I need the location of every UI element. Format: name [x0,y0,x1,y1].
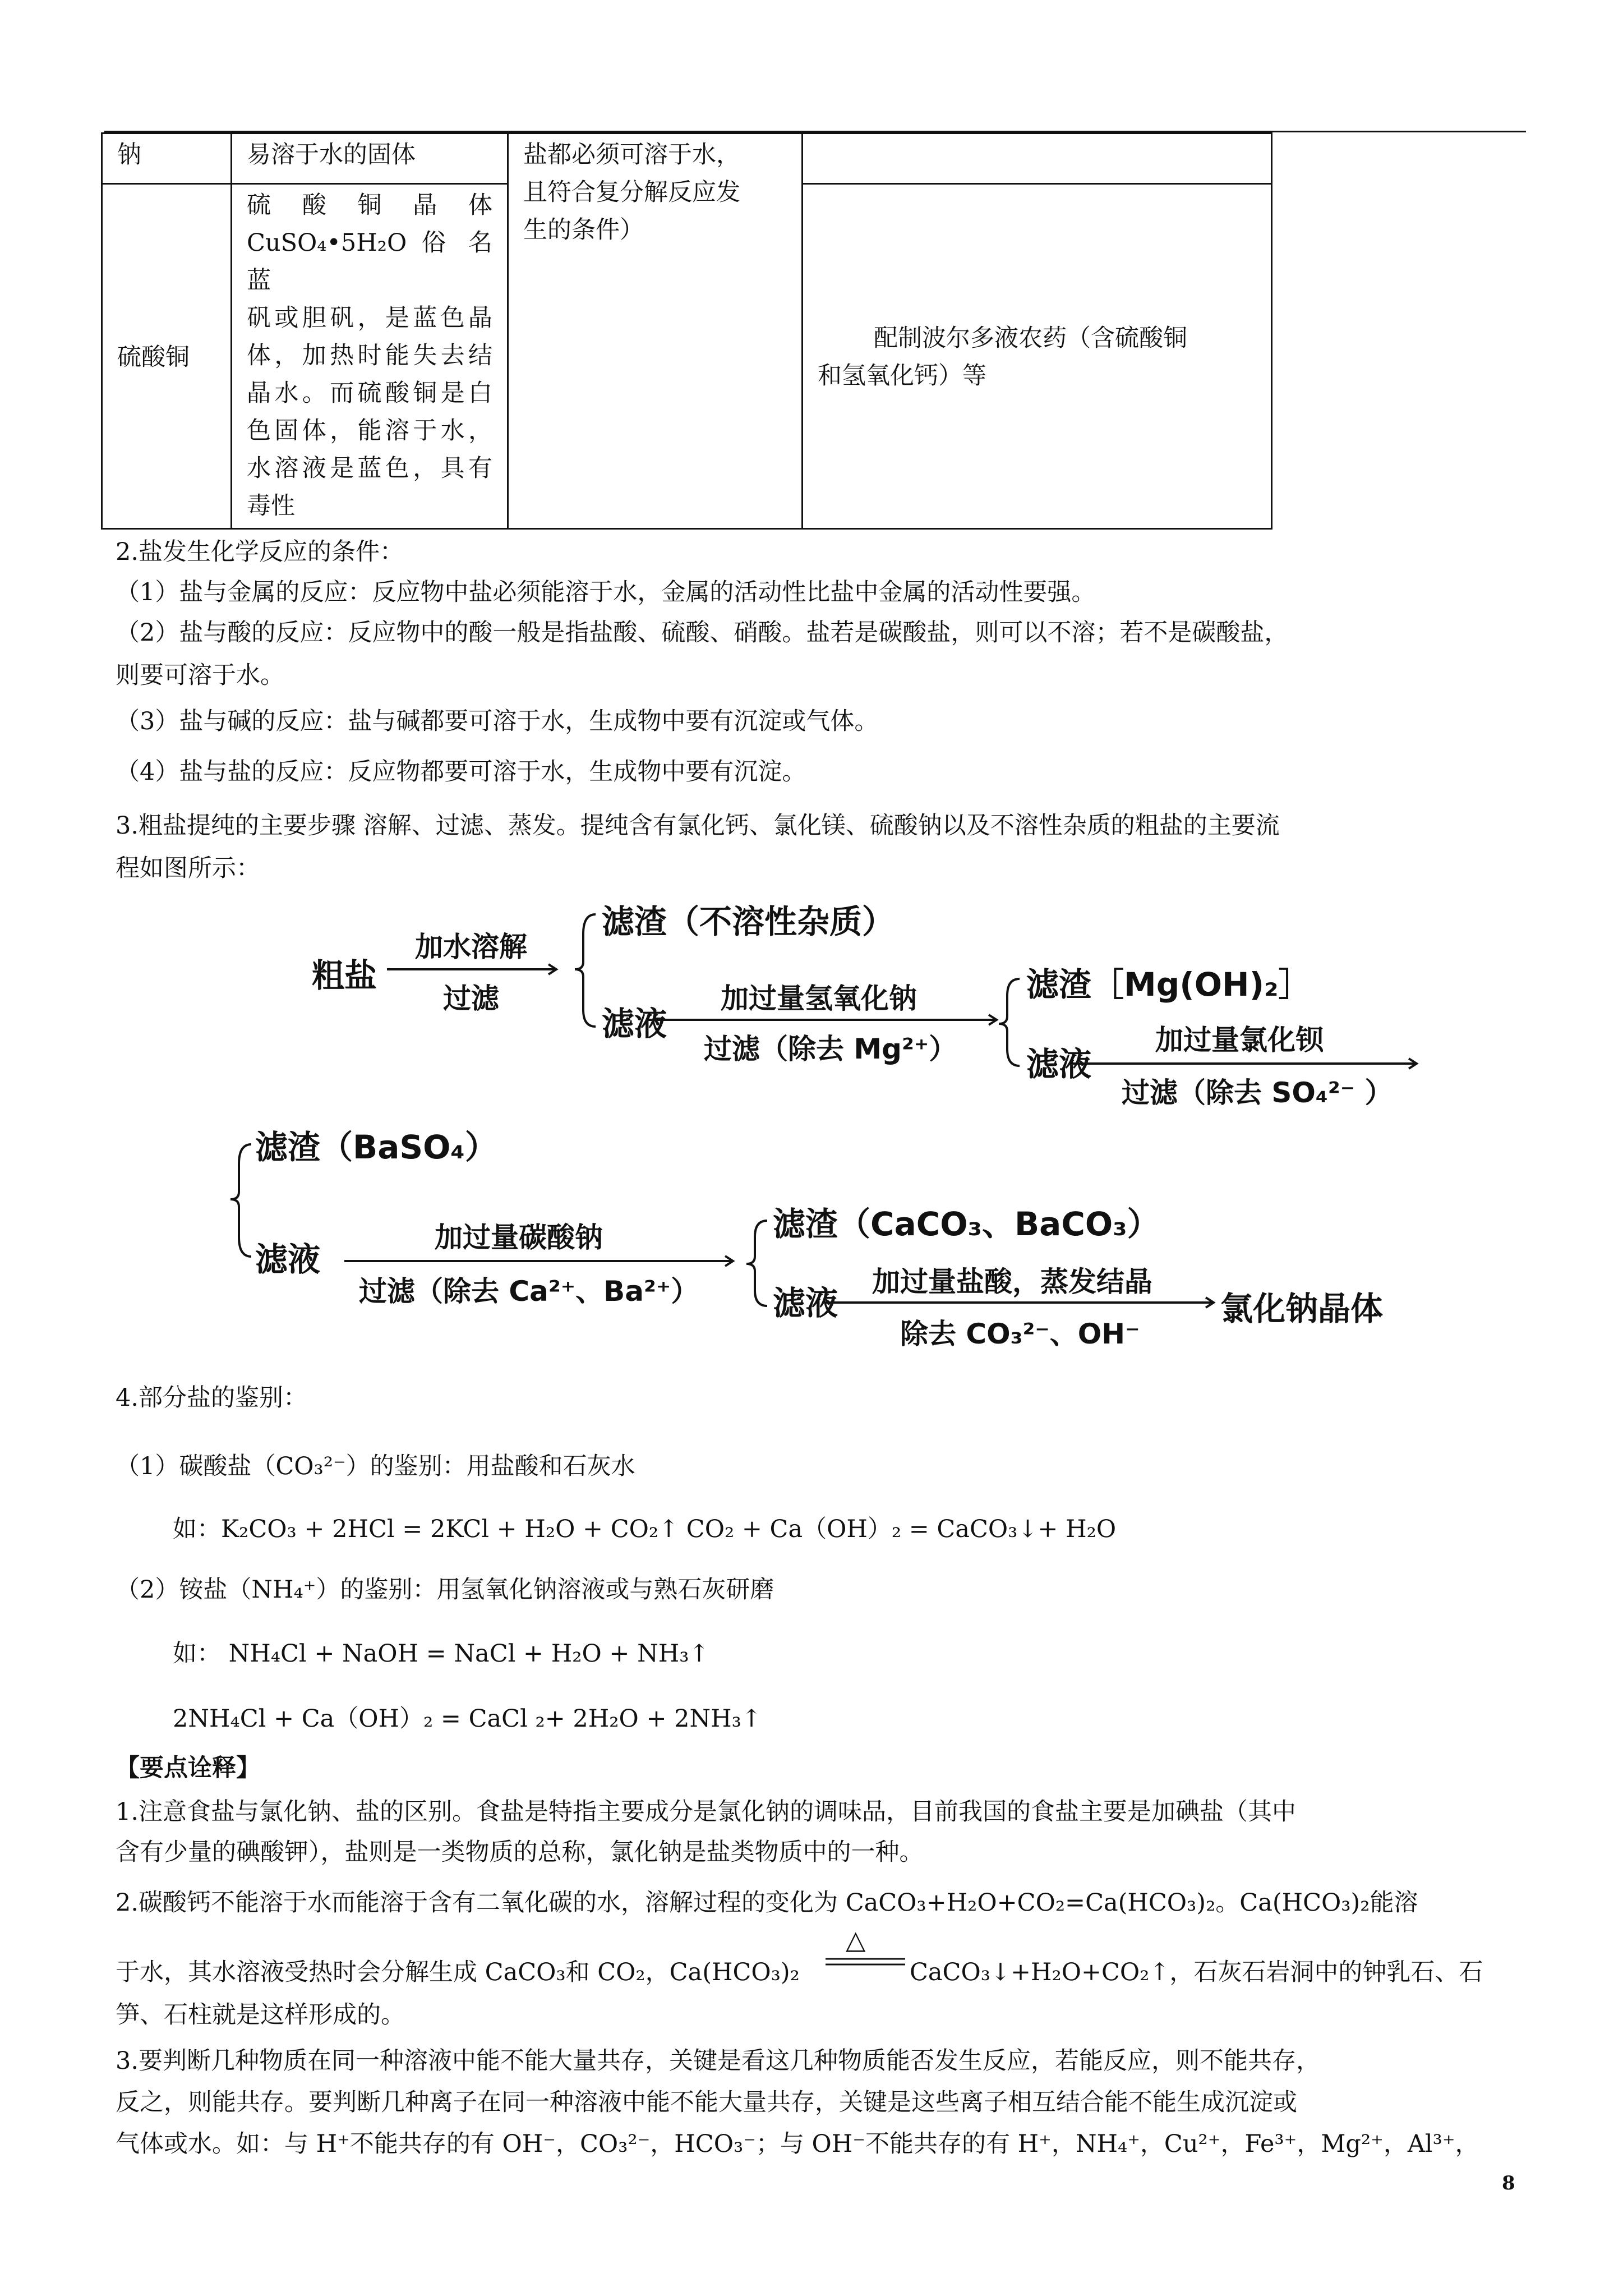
flow-step5-top: 加过量盐酸，蒸发结晶 [872,1266,1152,1298]
key-point-2: 2.碳酸钙不能溶于水而能溶于含有二氧化碳的水，溶解过程的变化为 CaCO₃+H₂O+CO₂=Ca(HCO₃)₂。Ca(HCO₃)₂能溶 [116,1889,1418,1917]
flow-step4-top: 加过量碳酸钠 [435,1221,603,1254]
condition-line: 盐都必须可溶于水， [523,141,740,169]
table-cell-use-copper-sulfate [803,184,1272,529]
key-point-3: 反之，则能共存。要判断几种离子在同一种溶液中能不能大量共存，关键是这些离子相互结合能不能生成沉淀或 [116,2088,1297,2116]
flow-residue4: 滤渣（CaCO₃、BaCO₃） [773,1205,1160,1243]
section4-heading: 4.部分盐的鉴别： [116,1384,308,1412]
use-line: 配制波尔多液农药（含硫酸铜 [874,324,1187,352]
flow-residue1: 滤渣（不溶性杂质） [602,903,895,941]
equal-sign-heat [823,1957,907,1967]
section2-item: （2）盐与酸的反应：反应物中的酸一般是指盐酸、硫酸、硝酸。盐若是碳酸盐，则可以不溶；若不是碳酸盐， [116,619,1289,647]
flow-step4-bottom: 过滤（除去 Ca²⁺、Ba²⁺） [359,1275,699,1308]
section3-line: 3.粗盐提纯的主要步骤 溶解、过滤、蒸发。提纯含有氯化钙、氯化镁、硫酸钠以及不溶性杂质的粗盐的主要流 [116,812,1280,840]
table-cell-condition [508,134,803,529]
section2-heading: 2.盐发生化学反应的条件： [116,538,404,566]
key-point-2: CaCO₃↓+H₂O+CO₂↑，石灰石岩洞中的钟乳石、石 [910,1958,1483,1986]
use-line: 和氢氧化钙）等 [818,362,986,390]
desc-line: 色固体，能溶于水， [247,417,492,445]
desc-line: 水溶液是蓝色，具有 [247,454,492,482]
table-cell-name-copper-sulfate: 硫酸铜 [102,184,232,529]
desc-line: 硫 酸 铜 晶 体 [247,191,492,219]
flow-step2-top: 加过量氢氧化钠 [721,982,917,1015]
delta-symbol: △ [846,1925,866,1955]
key-point-2: 于水，其水溶液受热时会分解生成 CaCO₃和 CO₂，Ca(HCO₃)₂ [116,1958,800,1986]
desc-line: 晶水。而硫酸铜是白 [247,379,492,407]
section3-line: 程如图所示： [116,854,260,882]
table-cell-use-sodium [803,134,1272,184]
flow-step5-bottom: 除去 CO₃²⁻、OH⁻ [900,1318,1140,1350]
flow-filtrate1: 滤液 [602,1005,667,1043]
section2-item: （1）盐与金属的反应：反应物中盐必须能溶于水，金属的活动性比盐中金属的活动性要强。 [116,578,1096,606]
flow-step2-bottom: 过滤（除去 Mg²⁺） [704,1033,957,1065]
key-point-3: 气体或水。如：与 H⁺不能共存的有 OH⁻，CO₃²⁻，HCO₃⁻；与 OH⁻不能共存的有 H⁺，NH₄⁺，Cu²⁺，Fe³⁺，Mg²⁺，Al³⁺， [116,2130,1479,2158]
flow-filtrate3: 滤液 [255,1240,321,1278]
flow-crude-salt: 粗盐 [312,956,377,995]
condition-line: 且符合复分解反应发 [523,178,740,206]
key-points-heading: 【要点诠释】 [116,1754,260,1782]
key-point-1: 1.注意食盐与氯化钠、盐的区别。食盐是特指主要成分是氯化钠的调味品，目前我国的食盐主要是加碘盐（其中 [116,1798,1297,1826]
page-number: 8 [1502,2172,1515,2194]
desc-line: CuSO₄•5H₂O 俗 名 蓝 [247,229,492,295]
section4-item2-equation2: 2NH₄Cl + Ca（OH）₂ = CaCl ₂+ 2H₂O + 2NH₃↑ [173,1705,762,1733]
table-cell-desc-copper-sulfate [232,184,508,529]
key-point-3: 3.要判断几种物质在同一种溶液中能不能大量共存，关键是看这几种物质能否发生反应，若能反应，则不能共存， [116,2047,1321,2075]
flow-filtrate4: 滤液 [773,1284,838,1322]
section4-item1: （1）碳酸盐（CO₃²⁻）的鉴别：用盐酸和石灰水 [116,1452,635,1480]
flow-step3-top: 加过量氯化钡 [1155,1024,1324,1056]
purification-flowchart [0,886,1623,1352]
flow-residue2: 滤渣［Mg(OH)₂］ [1026,965,1311,1004]
flow-residue3: 滤渣（BaSO₄） [255,1128,497,1166]
section4-item1-equation: 如：K₂CO₃ + 2HCl = 2KCl + H₂O + CO₂↑ CO₂ + Ca（OH）₂ = CaCO₃↓+ H₂O [173,1515,1117,1543]
flow-step3-bottom: 过滤（除去 SO₄²⁻ ） [1122,1076,1393,1109]
flow-filtrate2: 滤液 [1026,1045,1092,1083]
flow-step1-top: 加水溶解 [415,931,527,963]
desc-line: 毒性 [247,492,295,520]
key-point-2: 笋、石柱就是这样形成的。 [116,2001,405,2029]
flow-product: 氯化钠晶体 [1220,1290,1384,1328]
desc-line: 矾或胆矾，是蓝色晶 [247,304,492,332]
salt-properties-table [101,132,1272,530]
section2-item: 则要可溶于水。 [116,661,284,689]
section2-item: （4）盐与盐的反应：反应物都要可溶于水，生成物中要有沉淀。 [116,758,806,786]
table-cell-desc-sodium: 易溶于水的固体 [232,134,508,184]
section4-item2-equation1: 如： NH₄Cl + NaOH = NaCl + H₂O + NH₃↑ [173,1640,709,1668]
desc-line: 体，加热时能失去结 [247,342,492,370]
section4-item2: （2）铵盐（NH₄⁺）的鉴别：用氢氧化钠溶液或与熟石灰研磨 [116,1576,774,1604]
condition-line: 生的条件） [523,216,644,244]
table-cell-name-sodium: 钠 [102,134,232,184]
flow-step1-bottom: 过滤 [443,982,499,1015]
key-point-1: 含有少量的碘酸钾），盐则是一类物质的总称，氯化钠是盐类物质中的一种。 [116,1838,924,1866]
section2-item: （3）盐与碱的反应：盐与碱都要可溶于水，生成物中要有沉淀或气体。 [116,707,879,735]
